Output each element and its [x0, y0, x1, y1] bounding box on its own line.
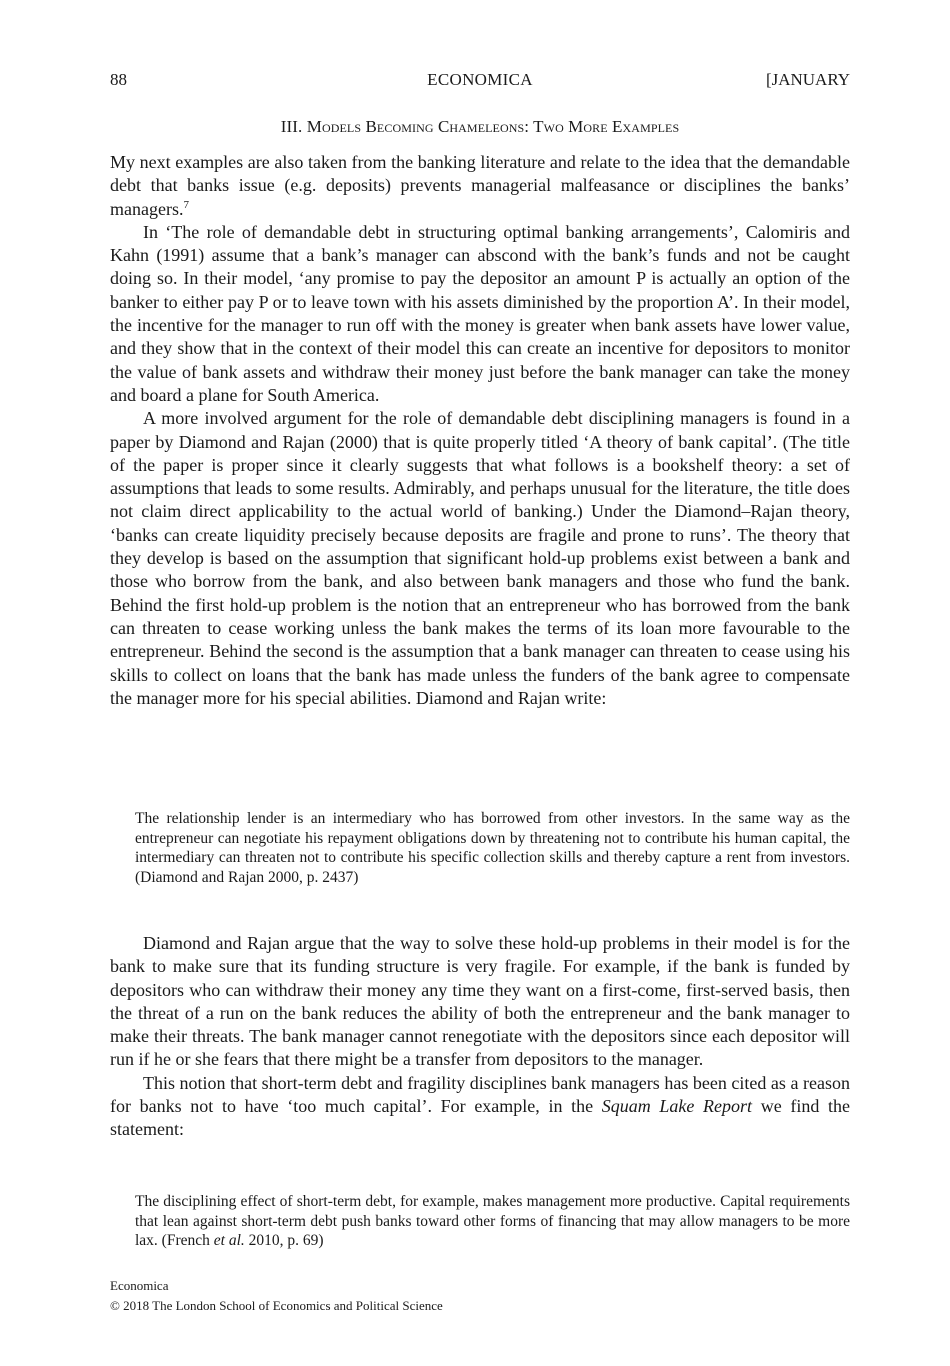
footer-journal: Economica [110, 1278, 169, 1293]
quote-2-start: The disciplining effect of short-term debt, for example, makes management more productive. Capital requirements that lean against short-term debt push banks toward other forms of financing that may allow managers to be more lax. (French [135, 1193, 850, 1250]
footnote-marker: 7 [183, 198, 189, 211]
quote-2-etal: et al. [213, 1232, 245, 1250]
paragraph-3: A more involved argument for the role of demandable debt disciplining managers is found in a paper by Diamond and Rajan (2000) that is quite properly titled ‘A theory of bank capital’. (The title of the paper is proper since it clearly suggests that what follows is a bookshelf theory: a set of assumptions that leads to some results. Admirably, and perhaps unusual for the literature, the title does not claim direct applicability to the actual world of banking.) Under the Diamond–Rajan theory, ‘banks can create liquidity precisely because deposits are fragile and prone to runs’. The theory that they develop is based on the assumption that significant hold-up problems exist between a bank and those who borrow from the bank, and also between bank managers and those who fund the bank. Behind the first hold-up problem is the notion that an entrepreneur who has borrowed from the bank can threaten to cease working unless the bank makes the terms of its loan more favourable to the entrepreneur. Behind the second is the assumption that a bank manager can threaten to cease using his skills to collect on loans that the bank has made unless the funders of the bank agree to compensate the manager more for his special abilities. Diamond and Rajan write: [110, 408, 850, 708]
block-quote-1: The relationship lender is an intermediary who has borrowed from other investors. In the same way as the entrepreneur can negotiate his repayment obligations down by threatening not to contribute his human capital, the intermediary can threaten not to contribute his specific collection skills and thereby capture a rent from investors. (Diamond and Rajan 2000, p. 2437) [135, 810, 850, 886]
paragraph-5-start: This notion that short-term debt and fragility disciplines bank managers has been cited as a reason for banks not to have ‘too much capital’. For example, in the [110, 1072, 850, 1117]
paragraph-4: Diamond and Rajan argue that the way to solve these hold-up problems in their model is for the bank to make sure that its funding structure is very fragile. For example, if the bank is funded by depositors who can withdraw their money any time they want on a first-come, first-served basis, then the threat of a run on the bank reduces the ability of both the entrepreneur and the bank manager to make their threats. The bank manager cannot renegotiate with the depositors since each depositor will run if he or she fears that there might be a transfer from depositors to the manager. [110, 933, 850, 1070]
quote-2-end: 2010, p. 69) [248, 1232, 324, 1250]
journal-name: ECONOMICA [427, 70, 533, 89]
body-text-upper [110, 151, 850, 710]
paragraph-1 [110, 151, 850, 221]
block-quote-2 [135, 1192, 850, 1251]
footer-copyright: © 2018 The London School of Economics and Political Science [110, 1298, 443, 1313]
page-footer [110, 1276, 443, 1316]
paragraph-1-text: My next examples are also taken from the banking literature and relate to the idea that the demandable debt that banks issue (e.g. deposits) prevents managerial malfeasance or disciplines the banks’ managers. [110, 152, 850, 219]
paragraph-5 [110, 1072, 850, 1142]
paragraph-2: In ‘The role of demandable debt in structuring optimal banking arrangements’, Calomiris and Kahn (1991) assume that a bank’s manager can abscond with the bank’s funds and not be caught doing so. In their model, ‘any promise to pay the depositor an amount P is actually an option of the banker to either pay P or to leave town with his assets diminished by the proportion A’. In their model, the incentive for the manager to run off with the money is greater when bank assets have lower value, and they show that in the context of their model this can create an incentive for depositors to monitor the value of bank assets and withdraw their money just before the bank manager can take the money and board a plane for South America. [110, 221, 850, 405]
section-title: III. Models Becoming Chameleons: Two More Examples [280, 117, 680, 136]
paragraph-5-end: we find the statement: [110, 1096, 850, 1140]
body-text-lower [110, 932, 850, 1142]
report-title: Squam Lake Report [601, 1096, 753, 1117]
running-head [110, 70, 850, 94]
section-heading [110, 117, 850, 137]
issue-month: [JANUARY [765, 70, 850, 89]
page-number: 88 [110, 70, 127, 89]
